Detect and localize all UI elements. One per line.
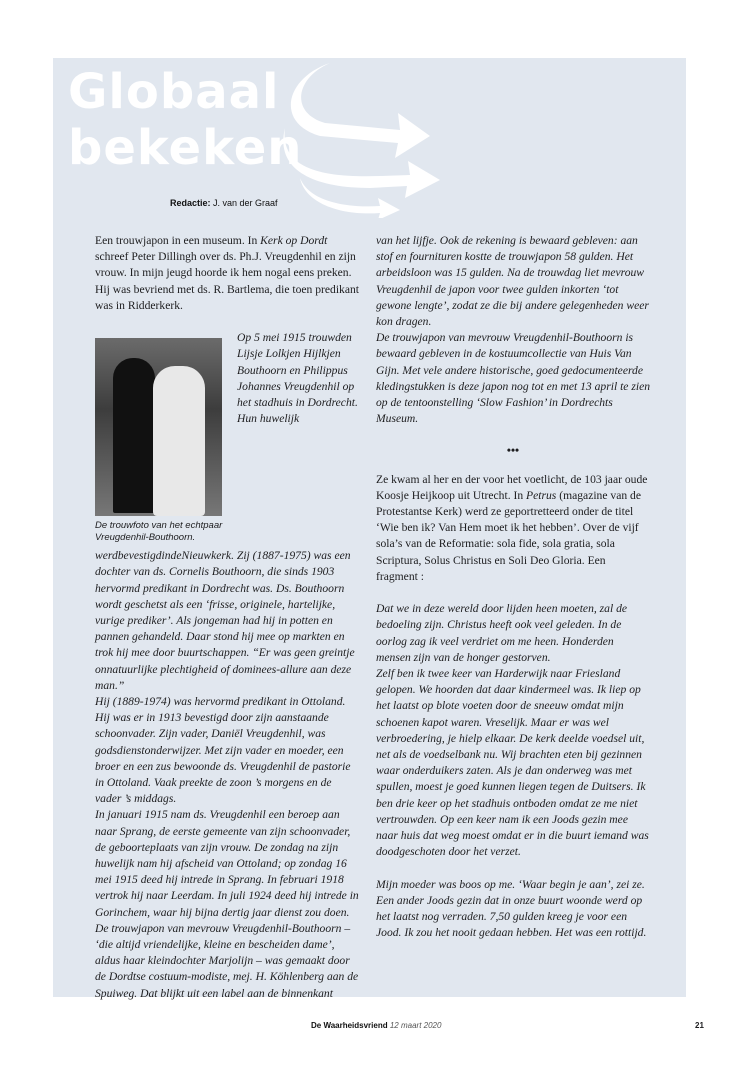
fragment-paragraph: Dat we in deze wereld door lijden heen moeten, zal de bedoeling zijn. Christus heeft ook veel geleden. In de oorlog zag ik veel verdriet om me heen. Honderden mensen zijn van de honger gestorven.: [376, 602, 628, 664]
editor-credit: Redactie: J. van der Graaf: [170, 198, 278, 208]
wedding-photo-figure: [95, 338, 223, 544]
intro-paragraph-2: Ze kwam al her en der voor het voetlicht, de 103 jaar oude Koosje Heijkoop uit Utrecht. In Petrus (magazine van de Protestantse Kerk) werd ze geportretteerd onder de titel ‘Wie ben ik? Van Hem moet ik het hebben’. Over de vijf sola’s van de Reformatie: sola fide, sola gratia, sola Scriptura, Solus Christus en Soli Deo Gloria. Een fragment :: [376, 472, 648, 583]
title-line-1: Globaal: [68, 64, 280, 120]
body-paragraph: Op 5 mei 1915 trouwden Lijsje Lolkjen Hijlkjen Bouthoorn en Philippus Johannes Vreugdenhil op het stadhuis in Dordrecht. Hun huwelijk werdbevestigdindeNieuwkerk. Zij (1887-1975) was een dochter van ds. Cornelis Bouthoorn, die sinds 1903 hervormd predikant in Dordrecht was. Ds. Bouthoorn wordt geschetst als een ‘frisse, originele, hartelijke, vurige prediker’. Als jongeman had hij in potten en pannen gehandeld. Daar stond hij mee op markten en trok hij mee door buurtschappen. “Er was geen greintje onnatuurlijke plechtigheid of dominees-allure aan deze man.”: [95, 331, 358, 692]
fragment-paragraph: Zelf ben ik twee keer van Harderwijk naar Friesland gelopen. We hoorden dat daar kindermeel was. Ik liep op het laatst op blote voeten door de sneeuw omdat mijn schoenen kapot waren. Vreselijk. Maar er was wel verbroedering, je hielp elkaar. De kerk deelde voedsel uit, net als de voedselbank nu. Wij brachten eten bij gezinnen waar onderduikers zaten. Als je dan onderweg was met spullen, moest je goed kunnen liegen tegen de Duitsers. Ik ben drie keer op het stadhuis ontboden omdat ze me niet vertrouwden. Op een keer nam ik een Joods gezin mee naar huis dat weg moest omdat er in die buurt iemand was doodgeschoten door het verzet.: [376, 667, 649, 859]
body-paragraph: De trouwjapon van mevrouw Vreugdenhil-Bouthoorn is bewaard gebleven in de kostuumcollectie van Huis Van Gijn. Met vele andere historische, goed gedocumenteerde kledingstukken is deze japon nog tot en met 13 april te zien op de tentoonstelling ‘Slow Fashion’ in Dordrechts Museum.: [376, 331, 651, 426]
fragment-paragraph: Mijn moeder was boos op me. ‘Waar begin je aan’, zei ze. Een ander Joods gezin dat in onze buurt woonde werd op het laatst nog verraden. 7,50 gulden kreeg je voor een Jood. Ik zou het nooit gedaan hebben. Het was een rottijd.: [376, 877, 647, 940]
section-title: [68, 64, 302, 176]
body-paragraph: De trouwjapon van mevrouw Vreugdenhil-Bouthoorn – ‘die altijd vriendelijke, kleine en bescheiden dame’, aldus haar kleindochter Marjolijn – was gemaakt door de Dordtse costuum-modiste, mej. H. Köhlenberg aan de Spuiweg. Dat blijkt uit een label aan de binnenkant: [95, 921, 359, 1000]
right-column: [376, 233, 650, 942]
publication-name: De Waarheidsvriend: [311, 1021, 388, 1030]
left-column: [95, 233, 359, 1002]
body-paragraph: Hij (1889-1974) was hervormd predikant in Ottoland. Hij was er in 1913 bevestigd door zijn aanstaande schoonvader. Zijn vader, Daniël Vreugdenhil, was godsdienstonderwijzer. Met zijn vader en moeder, een broer en een zus bewoonde ds. Vreugdenhil de pastorie in Ottoland. Vaak preekte de zoon ’s morgens en de vader ’s middags.: [95, 695, 351, 806]
footer: [311, 1021, 441, 1031]
body-paragraph: van het lijfje. Ook de rekening is bewaard gebleven: aan stof en fournituren kostte de trouwjapon 58 gulden. Het arbeidsloon was 15 gulden. Na de trouwdag liet mevrouw Vreugdenhil de japon voor twee gulden inkorten ‘tot gewone lengte’, zodat ze die bij andere gelegenheden weer kon dragen.: [376, 234, 649, 329]
intro-paragraph: Een trouwjapon in een museum. In Kerk op Dordt schreef Peter Dillingh over ds. Ph.J. Vreugdenhil en zijn vrouw. In mijn jeugd hoorde ik hem nogal eens preken. Hij was bevriend met ds. R. Bartlema, die toen predikant was in Ridderkerk.: [95, 234, 360, 312]
section-separator: •••: [506, 444, 520, 458]
wedding-photo: [95, 338, 222, 516]
issue-date: 12 maart 2020: [389, 1021, 442, 1030]
photo-caption: De trouwfoto van het echtpaar Vreugdenhil-Bouthoorn.: [95, 520, 223, 544]
page-number: 21: [695, 1021, 704, 1030]
globe-arrows-icon: [270, 58, 450, 218]
body-paragraph: In januari 1915 nam ds. Vreugdenhil een beroep aan naar Sprang, de eerste gemeente van zijn schoonvader, de geboorteplaats van zijn vrouw. De zondag na zijn huwelijk nam hij afscheid van Ottoland; op zondag 16 mei 1915 deed hij intrede in Sprang. In februari 1918 vertrok hij naar Leerdam. In juli 1924 deed hij intrede in Gorinchem, waar hij bijna dertig jaar dienst zou doen.: [95, 808, 359, 919]
title-line-2: bekeken: [68, 120, 303, 176]
